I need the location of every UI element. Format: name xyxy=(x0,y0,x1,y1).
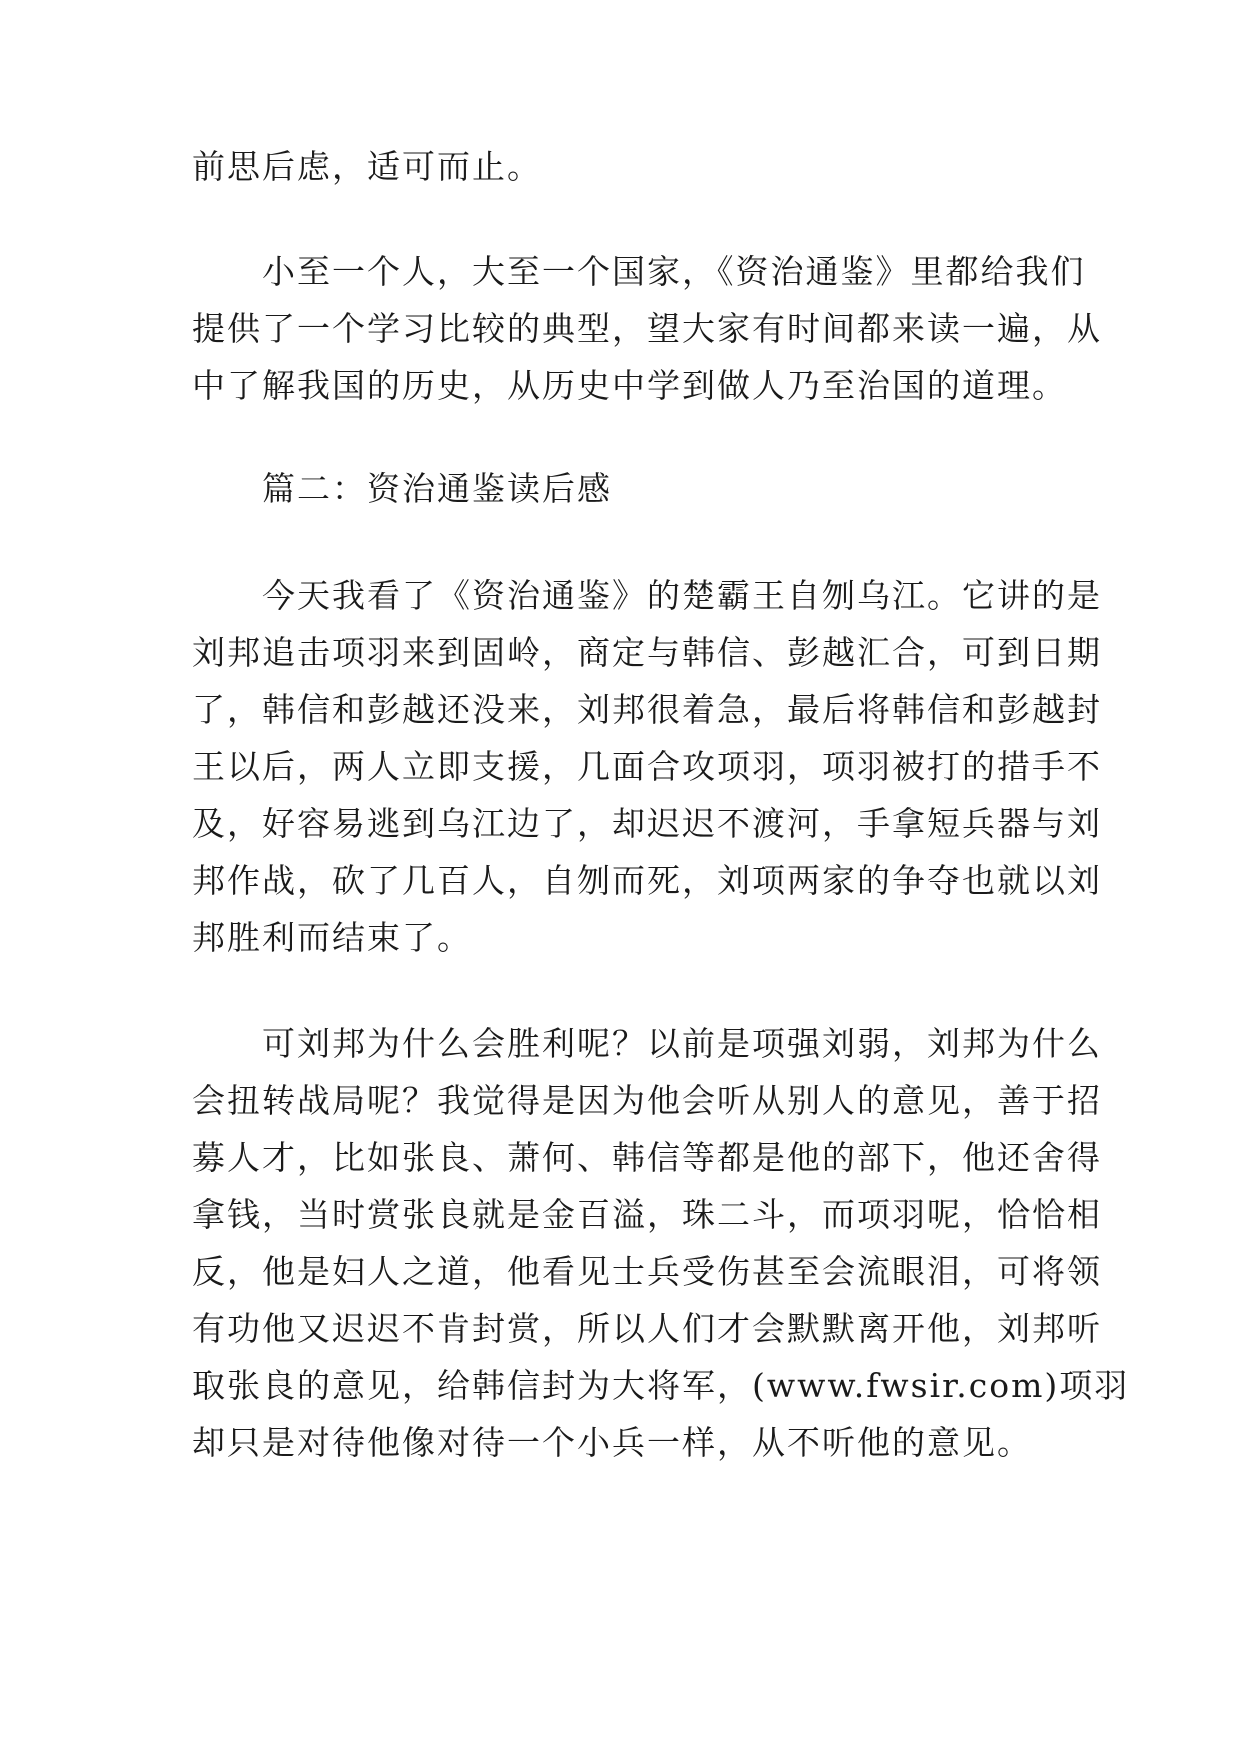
text-line: 取张良的意见，给韩信封为大将军，(www.fwsir.com)项羽 xyxy=(192,1366,1130,1405)
text-line: 今天我看了《资治通鉴》的楚霸王自刎乌江。它讲的是 xyxy=(192,576,1102,615)
text-line: 会扭转战局呢？我觉得是因为他会听从别人的意见，善于招 xyxy=(192,1081,1102,1120)
text-line: 邦胜利而结束了。 xyxy=(192,918,472,957)
text-line: 拿钱，当时赏张良就是金百溢，珠二斗，而项羽呢，恰恰相 xyxy=(192,1195,1102,1234)
text-line: 可刘邦为什么会胜利呢？以前是项强刘弱，刘邦为什么 xyxy=(192,1024,1102,1063)
text-line: 反，他是妇人之道，他看见士兵受伤甚至会流眼泪，可将领 xyxy=(192,1252,1102,1291)
section-heading: 篇二：资治通鉴读后感 xyxy=(192,469,612,508)
text-line: 小至一个人，大至一个国家，《资治通鉴》里都给我们 xyxy=(192,252,1086,291)
text-line: 有功他又迟迟不肯封赏，所以人们才会默默离开他，刘邦听 xyxy=(192,1309,1102,1348)
text-line: 提供了一个学习比较的典型，望大家有时间都来读一遍，从 xyxy=(192,309,1102,348)
text-line: 及，好容易逃到乌江边了，却迟迟不渡河，手拿短兵器与刘 xyxy=(192,804,1102,843)
text-line: 刘邦追击项羽来到固岭，商定与韩信、彭越汇合，可到日期 xyxy=(192,633,1102,672)
text-line: 王以后，两人立即支援，几面合攻项羽，项羽被打的措手不 xyxy=(192,747,1102,786)
text-line: 中了解我国的历史，从历史中学到做人乃至治国的道理。 xyxy=(192,366,1067,405)
text-line: 前思后虑，适可而止。 xyxy=(192,147,542,186)
text-line: 了，韩信和彭越还没来，刘邦很着急，最后将韩信和彭越封 xyxy=(192,690,1102,729)
text-line: 募人才，比如张良、萧何、韩信等都是他的部下，他还舍得 xyxy=(192,1138,1102,1177)
text-line: 却只是对待他像对待一个小兵一样，从不听他的意见。 xyxy=(192,1423,1032,1462)
text-line: 邦作战，砍了几百人，自刎而死，刘项两家的争夺也就以刘 xyxy=(192,861,1102,900)
